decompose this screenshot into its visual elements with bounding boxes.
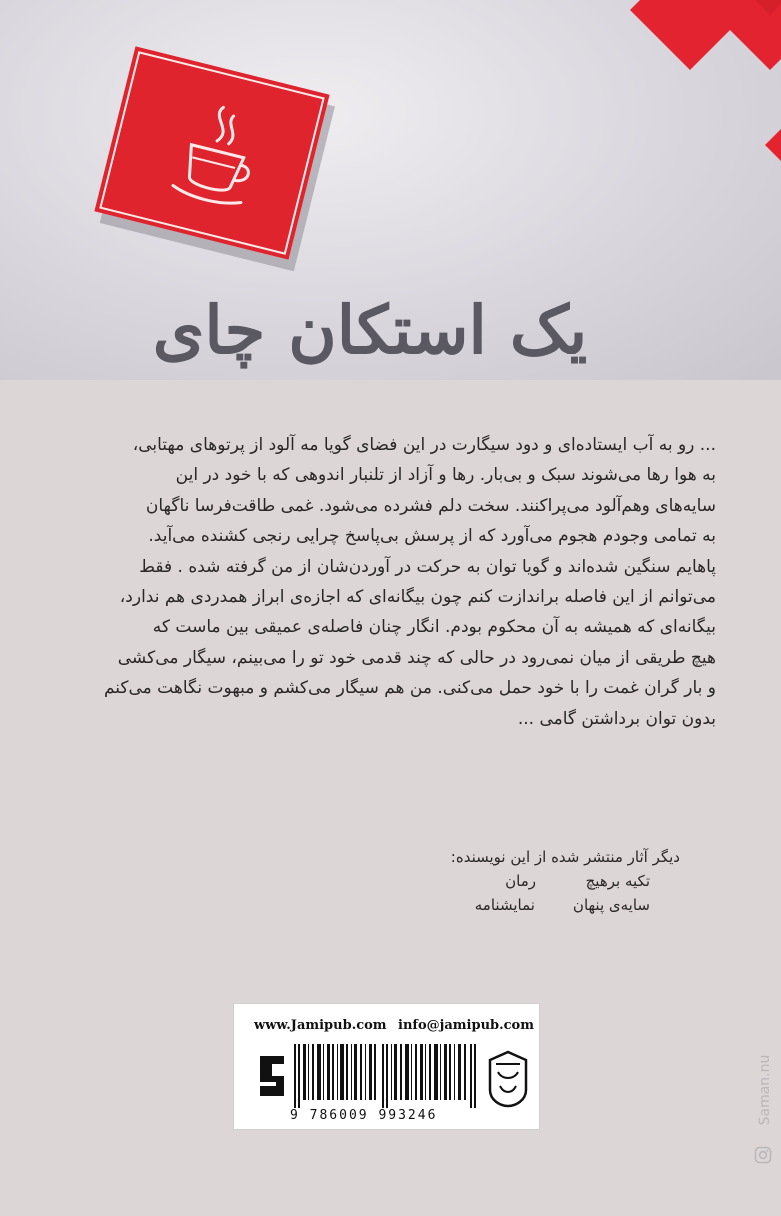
blurb-line: به هوا رها می‌شوند سبک و بی‌بار. رها و آزاد از تلنبار اندوهی که با خود در این: [175, 465, 716, 486]
work-genre: نمایشنامه: [474, 896, 535, 914]
other-works-heading: دیگر آثار منتشر شده از این نویسنده:: [450, 848, 680, 866]
blurb-line: بدون توان برداشتن گامی ...: [517, 708, 716, 729]
sadegh-seal-logo: [486, 1050, 530, 1108]
cover-top-art: [0, 0, 781, 380]
book-title: یک استکان چای: [152, 291, 588, 369]
work-genre: رمان: [505, 872, 536, 890]
isbn-number: 9 786009 993246: [290, 1108, 438, 1123]
work-title: تکیه برهیچ: [585, 872, 650, 890]
email-link[interactable]: info@jamipub.com: [398, 1018, 534, 1033]
other-works-item: [430, 896, 680, 914]
instagram-icon: [754, 1146, 772, 1164]
website-link[interactable]: www.Jamipub.com: [254, 1018, 387, 1033]
blurb-line: و بار گران غمت را با خود حمل می‌کنی. من هم سیگار می‌کشم و مبهوت نگاهت می‌کنم: [103, 678, 716, 699]
blurb-line: پاهایم سنگین شده‌اند و گویا توان به حرکت در آوردن‌شان از من گرفته شده . فقط: [139, 556, 716, 577]
work-title: سایه‌ی پنهان: [572, 896, 650, 914]
blurb-text: [70, 430, 716, 734]
tea-cup-icon: [160, 90, 274, 219]
blurb-line: سایه‌های وهم‌آلود می‌پراکنند. سخت دلم فشرده می‌شود. غمی طاقت‌فرسا ناگهان: [145, 495, 716, 516]
blurb-line: هیچ طریقی از میان نمی‌رود در حالی که چند قدمی خود تو را می‌بینم، سیگار می‌کشی: [117, 647, 716, 668]
saman-watermark: [752, 1030, 776, 1170]
publisher-barcode-box: [233, 1003, 540, 1130]
watermark-text: Saman.nu: [757, 1054, 773, 1126]
isbn-barcode: [294, 1044, 480, 1108]
blurb-line: می‌توانم از این فاصله براندازت کنم چون بیگانه‌ای که اجازه‌ی ابراز همدردی هم ندارد،: [119, 587, 716, 608]
blurb-line: به تمامی وجودم هجوم می‌آورد که از پرسش بی‌پاسخ چرایی رنجی کشنده می‌آید.: [148, 526, 716, 547]
blurb-line: بیگانه‌ای که همیشه به آن محکوم بودم. انگار چنان فاصله‌ی عمیقی بین ماست که: [152, 617, 716, 638]
other-works-item: [430, 872, 680, 890]
blurb-line: ... رو به آب ایستاده‌ای و دود سیگارت در این فضای گویا مه آلود از پرتوهای مهتابی،: [132, 435, 716, 455]
jami-publisher-logo: [252, 1046, 292, 1106]
other-works: [430, 848, 680, 914]
